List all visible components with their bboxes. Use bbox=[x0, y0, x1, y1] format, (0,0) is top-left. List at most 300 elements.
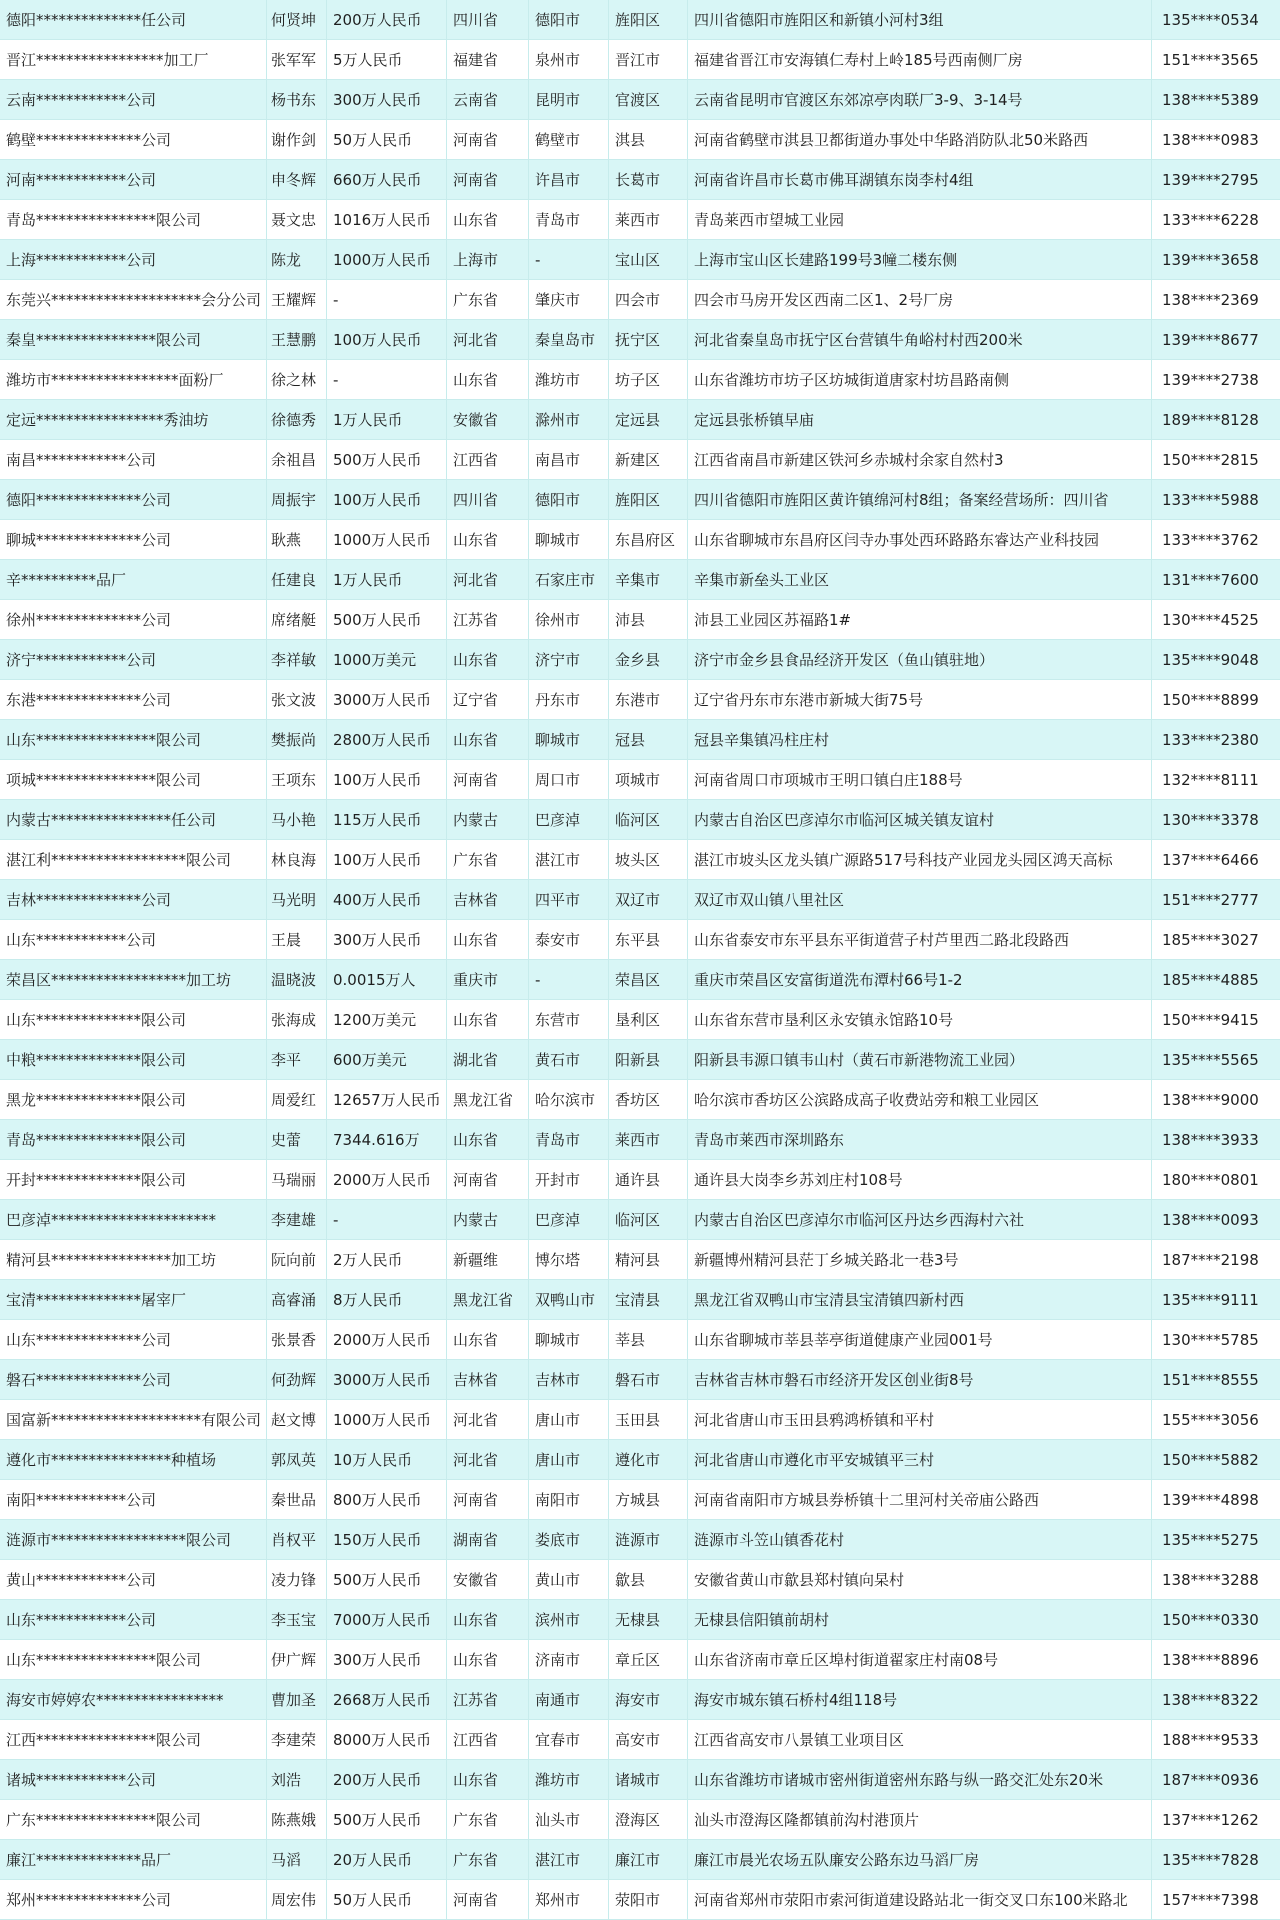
table-row bbox=[0, 1400, 1280, 1440]
table-row bbox=[0, 0, 1280, 40]
legal-person-cell: 阮向前 bbox=[267, 1240, 327, 1279]
city-cell: 黄山市 bbox=[529, 1560, 609, 1599]
district-cell: 莱西市 bbox=[609, 1120, 688, 1159]
phone-cell: 151****3565 bbox=[1162, 50, 1259, 69]
province-cell: 山东省 bbox=[447, 640, 529, 679]
city-cell: 东营市 bbox=[529, 1000, 609, 1039]
phone-cell: 139****8677 bbox=[1162, 330, 1259, 349]
legal-person-cell: 曹加圣 bbox=[267, 1680, 327, 1719]
legal-person-cell: 马小艳 bbox=[267, 800, 327, 839]
company-name-cell: 山东**************限公司 bbox=[0, 1000, 267, 1039]
company-name-cell: 德阳**************任公司 bbox=[0, 0, 267, 39]
city-cell: 滁州市 bbox=[529, 400, 609, 439]
city-cell: 唐山市 bbox=[529, 1440, 609, 1479]
table-row bbox=[0, 1880, 1280, 1920]
city-cell: 巴彦淖 bbox=[529, 1200, 609, 1239]
district-cell: 临河区 bbox=[609, 1200, 688, 1239]
legal-person-cell: 杨书东 bbox=[267, 80, 327, 119]
address-cell: 河南省鹤壁市淇县卫都街道办事处中华路消防队北50米路西 bbox=[688, 120, 1152, 159]
address-cell: 海安市城东镇石桥村4组118号 bbox=[688, 1680, 1152, 1719]
phone-cell: 150****2815 bbox=[1162, 450, 1259, 469]
city-cell: 鹤壁市 bbox=[529, 120, 609, 159]
company-name-cell: 吉林**************公司 bbox=[0, 880, 267, 919]
province-cell: 河北省 bbox=[447, 1400, 529, 1439]
table-row bbox=[0, 1800, 1280, 1840]
city-cell: 哈尔滨市 bbox=[529, 1080, 609, 1119]
company-name-cell: 黄山************公司 bbox=[0, 1560, 267, 1599]
phone-cell: 139****2795 bbox=[1162, 170, 1259, 189]
province-cell: 河南省 bbox=[447, 1480, 529, 1519]
phone-cell: 150****0330 bbox=[1162, 1610, 1259, 1629]
company-name-cell: 郑州**************公司 bbox=[0, 1880, 267, 1919]
phone-cell: 133****2380 bbox=[1162, 730, 1259, 749]
phone-cell: 135****5565 bbox=[1162, 1050, 1259, 1069]
company-name-cell: 山东************公司 bbox=[0, 920, 267, 959]
company-name-cell: 上海************公司 bbox=[0, 240, 267, 279]
province-cell: 山东省 bbox=[447, 1120, 529, 1159]
company-name-cell: 鹤壁**************公司 bbox=[0, 120, 267, 159]
registered-capital-cell: 1万人民币 bbox=[327, 560, 447, 599]
city-cell: 济南市 bbox=[529, 1640, 609, 1679]
table-row bbox=[0, 1040, 1280, 1080]
phone-cell: 138****0983 bbox=[1162, 130, 1259, 149]
city-cell: 许昌市 bbox=[529, 160, 609, 199]
legal-person-cell: 史蕾 bbox=[267, 1120, 327, 1159]
province-cell: 四川省 bbox=[447, 480, 529, 519]
province-cell: 山东省 bbox=[447, 520, 529, 559]
province-cell: 吉林省 bbox=[447, 1360, 529, 1399]
table-row bbox=[0, 1480, 1280, 1520]
company-name-cell: 山东****************限公司 bbox=[0, 1640, 267, 1679]
phone-cell: 151****8555 bbox=[1162, 1370, 1259, 1389]
province-cell: 江苏省 bbox=[447, 600, 529, 639]
phone-cell: 132****8111 bbox=[1162, 770, 1259, 789]
legal-person-cell: 徐德秀 bbox=[267, 400, 327, 439]
legal-person-cell: 张海成 bbox=[267, 1000, 327, 1039]
city-cell: 唐山市 bbox=[529, 1400, 609, 1439]
table-row bbox=[0, 1240, 1280, 1280]
phone-cell: 187****0936 bbox=[1162, 1770, 1259, 1789]
legal-person-cell: 任建良 bbox=[267, 560, 327, 599]
phone-cell: 185****3027 bbox=[1162, 930, 1259, 949]
phone-cell: 189****8128 bbox=[1162, 410, 1259, 429]
address-cell: 通许县大岗李乡苏刘庄村108号 bbox=[688, 1160, 1152, 1199]
company-name-cell: 晋江*****************加工厂 bbox=[0, 40, 267, 79]
phone-cell: 180****0801 bbox=[1162, 1170, 1259, 1189]
province-cell: 山东省 bbox=[447, 1600, 529, 1639]
province-cell: 内蒙古 bbox=[447, 800, 529, 839]
registered-capital-cell: 2668万人民币 bbox=[327, 1680, 447, 1719]
company-name-cell: 海安市婷婷农***************** bbox=[0, 1680, 267, 1719]
district-cell: 坊子区 bbox=[609, 360, 688, 399]
district-cell: 双辽市 bbox=[609, 880, 688, 919]
province-cell: 河南省 bbox=[447, 160, 529, 199]
address-cell: 四川省德阳市旌阳区黄许镇绵河村8组；备案经营场所：四川省 bbox=[688, 480, 1152, 519]
province-cell: 江西省 bbox=[447, 1720, 529, 1759]
address-cell: 廉江市晨光农场五队廉安公路东边马滔厂房 bbox=[688, 1840, 1152, 1879]
table-row bbox=[0, 480, 1280, 520]
phone-cell: 150****9415 bbox=[1162, 1010, 1259, 1029]
province-cell: 江苏省 bbox=[447, 1680, 529, 1719]
table-row bbox=[0, 120, 1280, 160]
company-name-cell: 精河县****************加工坊 bbox=[0, 1240, 267, 1279]
province-cell: 云南省 bbox=[447, 80, 529, 119]
phone-cell: 135****9111 bbox=[1162, 1290, 1259, 1309]
registered-capital-cell: 500万人民币 bbox=[327, 440, 447, 479]
city-cell: 汕头市 bbox=[529, 1800, 609, 1839]
phone-cell: 188****9533 bbox=[1162, 1730, 1259, 1749]
phone-cell: 130****4525 bbox=[1162, 610, 1259, 629]
registered-capital-cell: 1万人民币 bbox=[327, 400, 447, 439]
district-cell: 海安市 bbox=[609, 1680, 688, 1719]
company-name-cell: 南昌************公司 bbox=[0, 440, 267, 479]
legal-person-cell: 樊振尚 bbox=[267, 720, 327, 759]
province-cell: 新疆维 bbox=[447, 1240, 529, 1279]
address-cell: 无棣县信阳镇前胡村 bbox=[688, 1600, 1152, 1639]
table-row bbox=[0, 440, 1280, 480]
registered-capital-cell: 600万美元 bbox=[327, 1040, 447, 1079]
province-cell: 广东省 bbox=[447, 1840, 529, 1879]
district-cell: 金乡县 bbox=[609, 640, 688, 679]
company-name-cell: 河南************公司 bbox=[0, 160, 267, 199]
registered-capital-cell: 150万人民币 bbox=[327, 1520, 447, 1559]
legal-person-cell: 李玉宝 bbox=[267, 1600, 327, 1639]
legal-person-cell: 申冬辉 bbox=[267, 160, 327, 199]
legal-person-cell: 秦世品 bbox=[267, 1480, 327, 1519]
company-name-cell: 青岛**************限公司 bbox=[0, 1120, 267, 1159]
phone-cell: 130****3378 bbox=[1162, 810, 1259, 829]
legal-person-cell: 陈龙 bbox=[267, 240, 327, 279]
phone-cell: 130****5785 bbox=[1162, 1330, 1259, 1349]
city-cell: 潍坊市 bbox=[529, 360, 609, 399]
district-cell: 长葛市 bbox=[609, 160, 688, 199]
city-cell: 南昌市 bbox=[529, 440, 609, 479]
legal-person-cell: 马光明 bbox=[267, 880, 327, 919]
table-row bbox=[0, 1560, 1280, 1600]
table-row bbox=[0, 1360, 1280, 1400]
company-name-cell: 山东**************公司 bbox=[0, 1320, 267, 1359]
registered-capital-cell: 8000万人民币 bbox=[327, 1720, 447, 1759]
table-row bbox=[0, 1320, 1280, 1360]
address-cell: 河南省南阳市方城县券桥镇十二里河村关帝庙公路西 bbox=[688, 1480, 1152, 1519]
registered-capital-cell: 500万人民币 bbox=[327, 600, 447, 639]
province-cell: 山东省 bbox=[447, 360, 529, 399]
registered-capital-cell: 500万人民币 bbox=[327, 1800, 447, 1839]
city-cell: 德阳市 bbox=[529, 480, 609, 519]
address-cell: 河北省唐山市玉田县鸦鸿桥镇和平村 bbox=[688, 1400, 1152, 1439]
district-cell: 荣昌区 bbox=[609, 960, 688, 999]
province-cell: 福建省 bbox=[447, 40, 529, 79]
legal-person-cell: 张文波 bbox=[267, 680, 327, 719]
company-name-cell: 东港**************公司 bbox=[0, 680, 267, 719]
phone-cell: 138****8322 bbox=[1162, 1690, 1259, 1709]
table-row bbox=[0, 1760, 1280, 1800]
legal-person-cell: 赵文博 bbox=[267, 1400, 327, 1439]
phone-cell: 131****7600 bbox=[1162, 570, 1259, 589]
district-cell: 宝山区 bbox=[609, 240, 688, 279]
registered-capital-cell: 2000万人民币 bbox=[327, 1320, 447, 1359]
company-name-cell: 磐石**************公司 bbox=[0, 1360, 267, 1399]
legal-person-cell: 周宏伟 bbox=[267, 1880, 327, 1919]
phone-cell: 138****3933 bbox=[1162, 1130, 1259, 1149]
company-name-cell: 云南************公司 bbox=[0, 80, 267, 119]
table-row bbox=[0, 400, 1280, 440]
company-name-cell: 诸城************公司 bbox=[0, 1760, 267, 1799]
city-cell: 青岛市 bbox=[529, 1120, 609, 1159]
province-cell: 湖北省 bbox=[447, 1040, 529, 1079]
registered-capital-cell: 5万人民币 bbox=[327, 40, 447, 79]
company-name-cell: 济宁************公司 bbox=[0, 640, 267, 679]
city-cell: 巴彦淖 bbox=[529, 800, 609, 839]
address-cell: 青岛市莱西市深圳路东 bbox=[688, 1120, 1152, 1159]
registered-capital-cell: 20万人民币 bbox=[327, 1840, 447, 1879]
district-cell: 四会市 bbox=[609, 280, 688, 319]
legal-person-cell: 谢作剑 bbox=[267, 120, 327, 159]
address-cell: 福建省晋江市安海镇仁寿村上岭185号西南侧厂房 bbox=[688, 40, 1152, 79]
registered-capital-cell: 3000万人民币 bbox=[327, 1360, 447, 1399]
city-cell: 青岛市 bbox=[529, 200, 609, 239]
district-cell: 莘县 bbox=[609, 1320, 688, 1359]
company-name-cell: 广东****************限公司 bbox=[0, 1800, 267, 1839]
city-cell: 聊城市 bbox=[529, 520, 609, 559]
city-cell: 徐州市 bbox=[529, 600, 609, 639]
table-row bbox=[0, 1600, 1280, 1640]
province-cell: 内蒙古 bbox=[447, 1200, 529, 1239]
address-cell: 内蒙古自治区巴彦淖尔市临河区城关镇友谊村 bbox=[688, 800, 1152, 839]
legal-person-cell: 何劲辉 bbox=[267, 1360, 327, 1399]
legal-person-cell: 王耀辉 bbox=[267, 280, 327, 319]
legal-person-cell: 李祥敏 bbox=[267, 640, 327, 679]
address-cell: 辛集市新垒头工业区 bbox=[688, 560, 1152, 599]
phone-cell: 138****5389 bbox=[1162, 90, 1259, 109]
address-cell: 涟源市斗笠山镇香花村 bbox=[688, 1520, 1152, 1559]
company-name-cell: 江西****************限公司 bbox=[0, 1720, 267, 1759]
legal-person-cell: 周爱红 bbox=[267, 1080, 327, 1119]
registered-capital-cell: - bbox=[327, 360, 447, 399]
legal-person-cell: 王项东 bbox=[267, 760, 327, 799]
company-name-cell: 山东************公司 bbox=[0, 1600, 267, 1639]
city-cell: 泰安市 bbox=[529, 920, 609, 959]
registered-capital-cell: 2000万人民币 bbox=[327, 1160, 447, 1199]
phone-cell: 139****2738 bbox=[1162, 370, 1259, 389]
legal-person-cell: 郭凤英 bbox=[267, 1440, 327, 1479]
city-cell: 南阳市 bbox=[529, 1480, 609, 1519]
table-row bbox=[0, 280, 1280, 320]
address-cell: 山东省潍坊市诸城市密州街道密州东路与纵一路交汇处东20米 bbox=[688, 1760, 1152, 1799]
province-cell: 江西省 bbox=[447, 440, 529, 479]
table-row bbox=[0, 80, 1280, 120]
city-cell: - bbox=[529, 240, 609, 279]
table-row bbox=[0, 240, 1280, 280]
table-row bbox=[0, 800, 1280, 840]
legal-person-cell: 温晓波 bbox=[267, 960, 327, 999]
registered-capital-cell: 8万人民币 bbox=[327, 1280, 447, 1319]
table-row bbox=[0, 520, 1280, 560]
district-cell: 辛集市 bbox=[609, 560, 688, 599]
district-cell: 定远县 bbox=[609, 400, 688, 439]
address-cell: 冠县辛集镇冯柱庄村 bbox=[688, 720, 1152, 759]
province-cell: 湖南省 bbox=[447, 1520, 529, 1559]
phone-cell: 150****8899 bbox=[1162, 690, 1259, 709]
province-cell: 山东省 bbox=[447, 200, 529, 239]
table-row bbox=[0, 600, 1280, 640]
table-row bbox=[0, 960, 1280, 1000]
province-cell: 上海市 bbox=[447, 240, 529, 279]
registered-capital-cell: 100万人民币 bbox=[327, 480, 447, 519]
phone-cell: 138****3288 bbox=[1162, 1570, 1259, 1589]
legal-person-cell: 王晨 bbox=[267, 920, 327, 959]
address-cell: 河北省秦皇岛市抚宁区台营镇牛角峪村村西200米 bbox=[688, 320, 1152, 359]
district-cell: 沛县 bbox=[609, 600, 688, 639]
company-name-cell: 遵化市****************种植场 bbox=[0, 1440, 267, 1479]
table-row bbox=[0, 1160, 1280, 1200]
registered-capital-cell: 2万人民币 bbox=[327, 1240, 447, 1279]
registered-capital-cell: 500万人民币 bbox=[327, 1560, 447, 1599]
city-cell: - bbox=[529, 960, 609, 999]
city-cell: 济宁市 bbox=[529, 640, 609, 679]
legal-person-cell: 聂文忠 bbox=[267, 200, 327, 239]
district-cell: 通许县 bbox=[609, 1160, 688, 1199]
city-cell: 南通市 bbox=[529, 1680, 609, 1719]
address-cell: 阳新县韦源口镇韦山村（黄石市新港物流工业园） bbox=[688, 1040, 1152, 1079]
city-cell: 秦皇岛市 bbox=[529, 320, 609, 359]
registered-capital-cell: - bbox=[327, 280, 447, 319]
registered-capital-cell: 10万人民币 bbox=[327, 1440, 447, 1479]
city-cell: 丹东市 bbox=[529, 680, 609, 719]
table-row bbox=[0, 360, 1280, 400]
address-cell: 青岛莱西市望城工业园 bbox=[688, 200, 1152, 239]
company-name-cell: 涟源市******************限公司 bbox=[0, 1520, 267, 1559]
district-cell: 抚宁区 bbox=[609, 320, 688, 359]
legal-person-cell: 席绪艇 bbox=[267, 600, 327, 639]
registered-capital-cell: 400万人民币 bbox=[327, 880, 447, 919]
registered-capital-cell: 200万人民币 bbox=[327, 0, 447, 39]
legal-person-cell: 林良海 bbox=[267, 840, 327, 879]
province-cell: 河北省 bbox=[447, 1440, 529, 1479]
registered-capital-cell: 660万人民币 bbox=[327, 160, 447, 199]
province-cell: 广东省 bbox=[447, 840, 529, 879]
table-row bbox=[0, 1440, 1280, 1480]
address-cell: 江西省高安市八景镇工业项目区 bbox=[688, 1720, 1152, 1759]
registered-capital-cell: 1000万美元 bbox=[327, 640, 447, 679]
province-cell: 吉林省 bbox=[447, 880, 529, 919]
company-name-cell: 潍坊市*****************面粉厂 bbox=[0, 360, 267, 399]
phone-cell: 187****2198 bbox=[1162, 1250, 1259, 1269]
district-cell: 东平县 bbox=[609, 920, 688, 959]
address-cell: 上海市宝山区长建路199号3幢二楼东侧 bbox=[688, 240, 1152, 279]
legal-person-cell: 马瑞丽 bbox=[267, 1160, 327, 1199]
address-cell: 河南省许昌市长葛市佛耳湖镇东岗李村4组 bbox=[688, 160, 1152, 199]
address-cell: 黑龙江省双鸭山市宝清县宝清镇四新村西 bbox=[688, 1280, 1152, 1319]
address-cell: 山东省聊城市莘县莘亭街道健康产业园001号 bbox=[688, 1320, 1152, 1359]
district-cell: 方城县 bbox=[609, 1480, 688, 1519]
company-name-cell: 南阳************公司 bbox=[0, 1480, 267, 1519]
district-cell: 遵化市 bbox=[609, 1440, 688, 1479]
address-cell: 重庆市荣昌区安富街道洗布潭村66号1-2 bbox=[688, 960, 1152, 999]
legal-person-cell: 刘浩 bbox=[267, 1760, 327, 1799]
district-cell: 临河区 bbox=[609, 800, 688, 839]
registered-capital-cell: 12657万人民币 bbox=[327, 1080, 447, 1119]
table-row bbox=[0, 1520, 1280, 1560]
phone-cell: 133****6228 bbox=[1162, 210, 1259, 229]
province-cell: 黑龙江省 bbox=[447, 1080, 529, 1119]
table-row bbox=[0, 1840, 1280, 1880]
city-cell: 滨州市 bbox=[529, 1600, 609, 1639]
address-cell: 定远县张桥镇早庙 bbox=[688, 400, 1152, 439]
table-row bbox=[0, 200, 1280, 240]
phone-cell: 185****4885 bbox=[1162, 970, 1259, 989]
company-name-cell: 巴彦淖********************** bbox=[0, 1200, 267, 1239]
table-row bbox=[0, 40, 1280, 80]
table-row bbox=[0, 1280, 1280, 1320]
legal-person-cell: 高睿涌 bbox=[267, 1280, 327, 1319]
city-cell: 石家庄市 bbox=[529, 560, 609, 599]
province-cell: 山东省 bbox=[447, 920, 529, 959]
address-cell: 湛江市坡头区龙头镇广源路517号科技产业园龙头园区鸿天高标 bbox=[688, 840, 1152, 879]
table-row bbox=[0, 1080, 1280, 1120]
city-cell: 湛江市 bbox=[529, 1840, 609, 1879]
district-cell: 廉江市 bbox=[609, 1840, 688, 1879]
city-cell: 四平市 bbox=[529, 880, 609, 919]
district-cell: 香坊区 bbox=[609, 1080, 688, 1119]
phone-cell: 139****3658 bbox=[1162, 250, 1259, 269]
legal-person-cell: 张军军 bbox=[267, 40, 327, 79]
district-cell: 荥阳市 bbox=[609, 1880, 688, 1919]
registered-capital-cell: 200万人民币 bbox=[327, 1760, 447, 1799]
legal-person-cell: 徐之林 bbox=[267, 360, 327, 399]
table-row bbox=[0, 720, 1280, 760]
province-cell: 河南省 bbox=[447, 1880, 529, 1919]
province-cell: 重庆市 bbox=[447, 960, 529, 999]
district-cell: 莱西市 bbox=[609, 200, 688, 239]
phone-cell: 151****2777 bbox=[1162, 890, 1259, 909]
legal-person-cell: 张景香 bbox=[267, 1320, 327, 1359]
company-name-cell: 东莞兴********************会分公司 bbox=[0, 280, 267, 319]
legal-person-cell: 耿燕 bbox=[267, 520, 327, 559]
phone-cell: 133****5988 bbox=[1162, 490, 1259, 509]
address-cell: 沛县工业园区苏福路1# bbox=[688, 600, 1152, 639]
phone-cell: 157****7398 bbox=[1162, 1890, 1259, 1909]
district-cell: 诸城市 bbox=[609, 1760, 688, 1799]
registered-capital-cell: 300万人民币 bbox=[327, 920, 447, 959]
phone-cell: 135****5275 bbox=[1162, 1530, 1259, 1549]
district-cell: 淇县 bbox=[609, 120, 688, 159]
registered-capital-cell: 100万人民币 bbox=[327, 760, 447, 799]
legal-person-cell: 余祖昌 bbox=[267, 440, 327, 479]
district-cell: 垦利区 bbox=[609, 1000, 688, 1039]
address-cell: 山东省济南市章丘区埠村街道翟家庄村南08号 bbox=[688, 1640, 1152, 1679]
city-cell: 肇庆市 bbox=[529, 280, 609, 319]
address-cell: 山东省泰安市东平县东平街道营子村芦里西二路北段路西 bbox=[688, 920, 1152, 959]
phone-cell: 133****3762 bbox=[1162, 530, 1259, 549]
legal-person-cell: 李建荣 bbox=[267, 1720, 327, 1759]
province-cell: 山东省 bbox=[447, 1760, 529, 1799]
legal-person-cell: 李平 bbox=[267, 1040, 327, 1079]
table-row bbox=[0, 1200, 1280, 1240]
legal-person-cell: 王慧鹏 bbox=[267, 320, 327, 359]
table-row bbox=[0, 640, 1280, 680]
district-cell: 歙县 bbox=[609, 1560, 688, 1599]
registered-capital-cell: 0.0015万人 bbox=[327, 960, 447, 999]
table-row bbox=[0, 160, 1280, 200]
legal-person-cell: 伊广辉 bbox=[267, 1640, 327, 1679]
phone-cell: 139****4898 bbox=[1162, 1490, 1259, 1509]
district-cell: 官渡区 bbox=[609, 80, 688, 119]
legal-person-cell: 李建雄 bbox=[267, 1200, 327, 1239]
company-name-cell: 定远*****************秀油坊 bbox=[0, 400, 267, 439]
registered-capital-cell: 3000万人民币 bbox=[327, 680, 447, 719]
district-cell: 高安市 bbox=[609, 1720, 688, 1759]
